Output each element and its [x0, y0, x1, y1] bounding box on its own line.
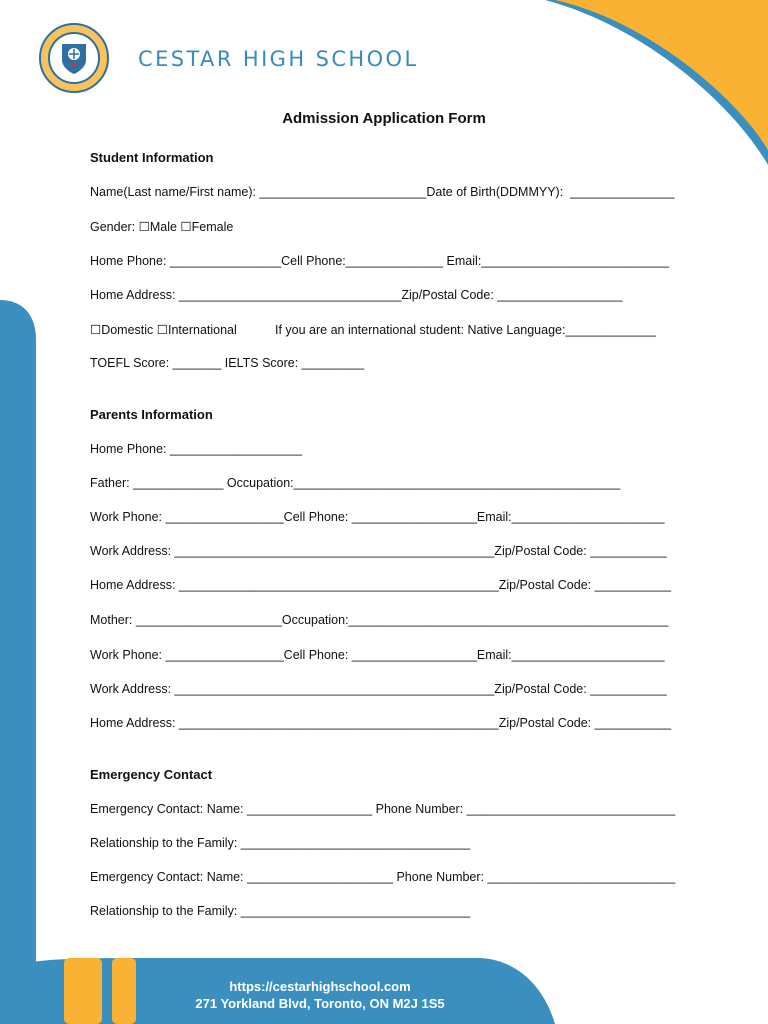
footer-address: 271 Yorkland Blvd, Toronto, ON M2J 1S5 [195, 996, 445, 1011]
father-occupation-field[interactable]: Father: _____________ Occupation:_______________________________________________ [90, 476, 621, 490]
domestic-international-field[interactable]: ☐Domestic ☐International If you are an international student: Native Language:_____________ [90, 323, 656, 337]
emergency-contact-2-field[interactable]: Emergency Contact: Name: _____________________ Phone Number: ___________________________ [90, 870, 676, 884]
parents-info-heading: Parents Information [90, 407, 213, 422]
footer-url[interactable]: https://cestarhighschool.com [229, 979, 411, 994]
mother-work-address-field[interactable]: Work Address: ______________________________________________Zip/Postal Code: ___________ [90, 682, 667, 696]
orange-pillar-1 [64, 958, 102, 1024]
emergency-contact-heading: Emergency Contact [90, 767, 213, 782]
top-right-orange-swoosh [548, 0, 768, 150]
home-address-field[interactable]: Home Address: ________________________________Zip/Postal Code: __________________ [90, 288, 623, 302]
emergency-contact-1-field[interactable]: Emergency Contact: Name: __________________ Phone Number: ______________________________ [90, 802, 676, 816]
parents-home-phone-field[interactable]: Home Phone: ___________________ [90, 442, 302, 456]
test-scores-field[interactable]: TOEFL Score: _______ IELTS Score: _________ [90, 356, 365, 370]
form-title: Admission Application Form [282, 110, 486, 127]
father-work-address-field[interactable]: Work Address: ______________________________________________Zip/Postal Code: ___________ [90, 544, 667, 558]
relationship-1-field[interactable]: Relationship to the Family: _________________________________ [90, 836, 471, 850]
left-blue-bar [0, 300, 36, 1024]
student-info-heading: Student Information [90, 150, 214, 165]
mother-home-address-field[interactable]: Home Address: ______________________________________________Zip/Postal Code: ___________ [90, 716, 672, 730]
father-work-phone-field[interactable]: Work Phone: _________________Cell Phone: __________________Email:______________________ [90, 510, 665, 524]
name-dob-field[interactable]: Name(Last name/First name): ________________________Date of Birth(DDMMYY): _______________ [90, 185, 675, 199]
father-home-address-field[interactable]: Home Address: ______________________________________________Zip/Postal Code: ___________ [90, 578, 672, 592]
orange-pillar-2 [112, 958, 136, 1024]
school-crest-logo [38, 22, 110, 94]
gender-checkboxes[interactable]: Gender: ☐Male ☐Female [90, 220, 234, 234]
school-name: CESTAR HIGH SCHOOL [138, 47, 419, 71]
mother-occupation-field[interactable]: Mother: _____________________Occupation:______________________________________________ [90, 613, 669, 627]
mother-work-phone-field[interactable]: Work Phone: _________________Cell Phone: __________________Email:______________________ [90, 648, 665, 662]
relationship-2-field[interactable]: Relationship to the Family: _________________________________ [90, 904, 471, 918]
phone-email-field[interactable]: Home Phone: ________________Cell Phone:______________ Email:___________________________ [90, 254, 669, 268]
